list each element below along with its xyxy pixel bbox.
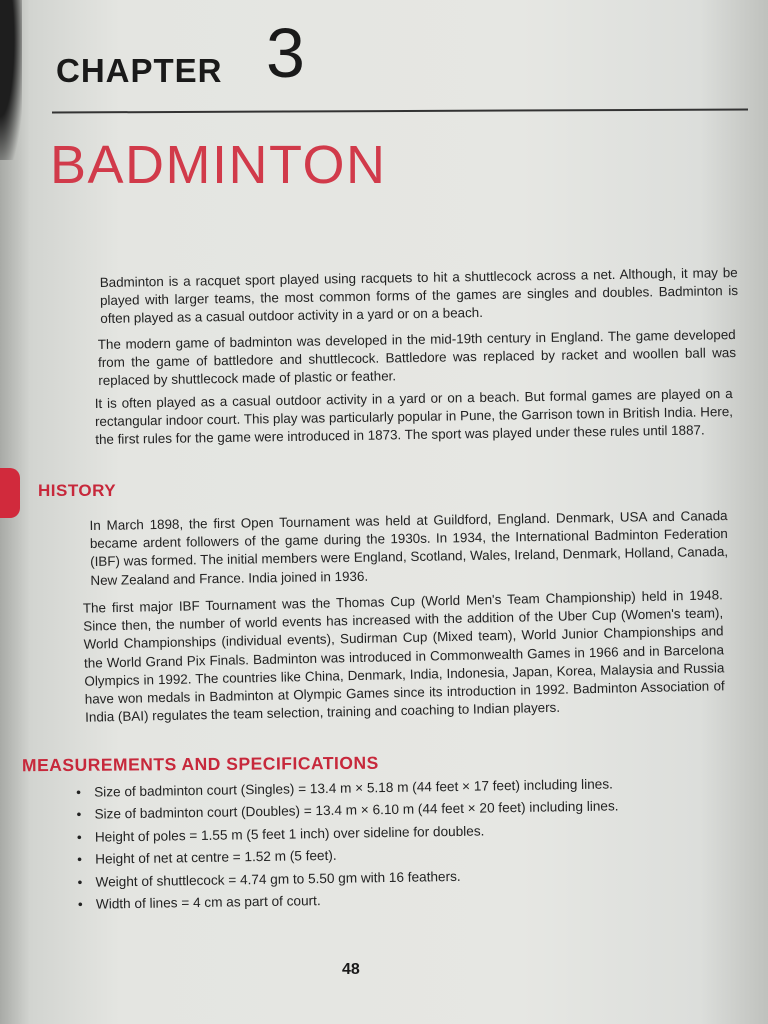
measurements-heading: MEASUREMENTS AND SPECIFICATIONS <box>21 752 379 776</box>
chapter-label: CHAPTER <box>56 52 223 89</box>
header-divider <box>52 108 748 113</box>
list-item: • Height of net at centre = 1.52 m (5 feet). <box>71 839 711 871</box>
page-number: 48 <box>342 961 360 978</box>
binding-shadow <box>0 0 22 160</box>
list-item: • Weight of shuttlecock = 4.74 gm to 5.50 gm with 16 feathers. <box>71 861 711 893</box>
list-item: • Width of lines = 4 cm as part of court. <box>72 884 712 916</box>
history-paragraph-1: In March 1898, the first Open Tournament was held at Guildford, England. Denmark, USA and Canada became ardent followers of the game during the 1930s. In 1934, the International Badminton Federation (IBF) was formed. The initial members were England, Scotland, Wales, Ireland, Denmark, Holland, Canada, New Zealand and France. India joined in 1936. <box>89 507 729 588</box>
intro-paragraph-3: It is often played as a casual outdoor activity in a yard or on a beach. But formal games are played on a rectangular indoor court. This play was particularly popular in Pune, the Garrison town in British India. Here, the first rules for the game were introduced in 1873. The sport was played under these rules until 1887. <box>94 385 734 448</box>
specifications-list <box>70 772 712 916</box>
intro-paragraph-1: Badminton is a racquet sport played using racquets to hit a shuttlecock across a net. Although, it may be played with larger teams, the most common forms of the games are singles and doubles. Badminton is often played as a casual outdoor activity in a yard or on a beach. <box>99 264 739 327</box>
history-paragraph-2: The first major IBF Tournament was the Thomas Cup (World Men's Team Championship) held in 1948. Since then, the number of world events has increased with the addition of the Uber Cup (Women's team), World Championships (individual events), Sudirman Cup (Mixed team), World Junior Championships and the World Grand Pix Finals. Badminton was introduced in Commonwealth Games in 1966 and in Barcelona Olympics in 1992. The countries like China, Denmark, India, Indonesia, Japan, Korea, Malaysia and Russia have won medals in Badminton at Olympic Games since its introduction in 1992. Badminton Association of India (BAI) regulates the team selection, training and coaching to Indian players. <box>82 587 725 725</box>
list-item: • Height of poles = 1.55 m (5 feet 1 inch) over sideline for doubles. <box>71 817 711 849</box>
section-marker <box>0 468 20 518</box>
chapter-number: 3 <box>266 14 305 92</box>
intro-paragraph-2: The modern game of badminton was developed in the mid-19th century in England. The game developed from the game of battledore and shuttlecock. Battledore was replaced by racket and woollen ball was replaced by shuttlecock made of plastic or feather. <box>97 326 737 389</box>
page-title: BADMINTON <box>50 135 387 195</box>
list-item: • Size of badminton court (Doubles) = 13.4 m × 6.10 m (44 feet × 20 feet) including lines. <box>70 794 710 826</box>
list-item: • Size of badminton court (Singles) = 13.4 m × 5.18 m (44 feet × 17 feet) including lines. <box>70 772 710 804</box>
history-heading: HISTORY <box>38 481 117 500</box>
